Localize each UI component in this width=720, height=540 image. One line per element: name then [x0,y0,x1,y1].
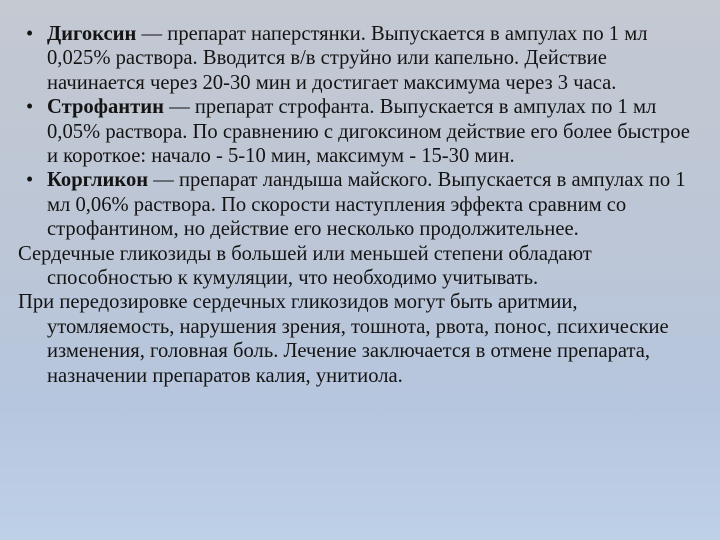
paragraph-cumulation: Сердечные гликозиды в большей или меньшей степени обладают способностью к кумуляции, что необходимо учитывать. [18,242,592,290]
bullet-marker: • [26,96,34,119]
paragraph-overdose: При передозировке сердечных гликозидов могут быть аритмии, утомляемость, нарушения зрения, тошнота, рвота, понос, психические изменения, головная боль. Лечение заключается в отмене препарата, назначении препаратов калия, унитиола. [18,291,669,387]
bullet-text: — препарат ландыша майского. Выпускается в ампулах по 1 мл 0,06% раствора. По скорости наступления эффекта сравним со строфантином, но действие его несколько продолжительнее. [47,169,686,241]
bullet-item-digoxin [18,22,698,95]
bullet-marker: • [26,23,34,45]
bullet-text: — препарат наперстянки. Выпускается в ампулах по 1 мл 0,025% раствора. Вводится в/в струйно или капельно. Действие начинается через 20-30 мин и достигает максимума через 3 часа. [47,23,648,94]
bullet-text: — препарат строфанта. Выпускается в ампулах по 1 мл 0,05% раствора. По сравнению с дигоксином действие его более быстрое и короткое: начало - 5-10 мин, максимум - 15-30 мин. [47,96,690,168]
slide-body-text [18,22,698,388]
bullet-term: Строфантин [47,96,164,119]
bullet-term: Коргликон [47,169,149,192]
bullet-term: Дигоксин [47,23,137,45]
bullet-item-korglikon [18,168,698,241]
bullet-marker: • [26,169,34,192]
bullet-item-strophanthin [18,95,698,168]
